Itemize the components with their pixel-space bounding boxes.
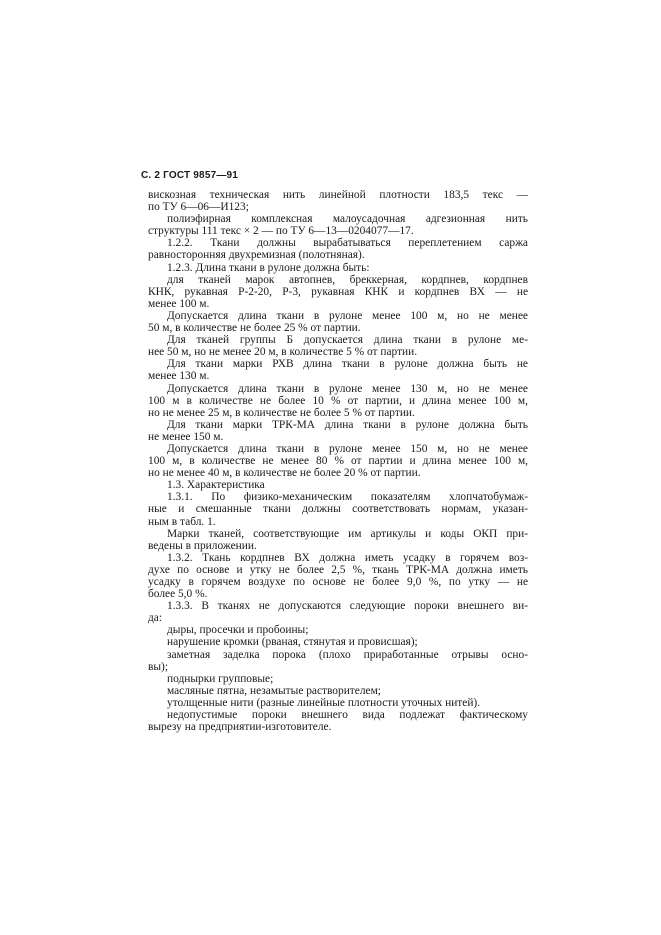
text-line: Для тканей группы Б допускается длина ткани в рулоне ме- xyxy=(167,334,528,347)
text-line: Допускается длина ткани в рулоне менее 130 м, но не менее xyxy=(167,382,528,395)
text-line: не менее 150 м. xyxy=(148,430,224,443)
text-line: поднырки групповые; xyxy=(167,672,274,685)
paragraph xyxy=(148,600,528,624)
paragraph xyxy=(148,685,528,697)
text-line: полиэфирная комплексная малоусадочная адгезионная нить xyxy=(167,213,528,226)
text-line: нее 50 м, но не менее 20 м, в количестве 5 % от партии. xyxy=(148,346,418,359)
text-line: масляные пятна, незамытые растворителем; xyxy=(167,684,381,697)
document-body xyxy=(148,189,528,733)
paragraph xyxy=(148,636,528,648)
text-line: структуры 111 текс × 2 — по ТУ 6—13—0204077—17. xyxy=(148,225,414,238)
text-line: ным в табл. 1. xyxy=(148,515,216,528)
paragraph xyxy=(148,189,528,213)
paragraph xyxy=(148,673,528,685)
text-line: 1.3.3. В тканях не допускаются следующие пороки внешнего ви- xyxy=(167,600,528,613)
text-line: вырезу на предприятии-изготовителе. xyxy=(148,721,332,734)
paragraph xyxy=(148,262,528,274)
text-line: да: xyxy=(148,612,163,625)
paragraph xyxy=(148,624,528,636)
paragraph xyxy=(148,237,528,261)
text-line: для тканей марок автопнев, бреккерная, кордпнев, кордпнев xyxy=(167,273,528,286)
text-line: 100 м, в количестве не менее 80 % от партии и длина менее 100 м, xyxy=(148,455,528,468)
paragraph xyxy=(148,334,528,358)
text-line: но не менее 40 м, в количестве не более 20 % от партии. xyxy=(148,467,421,480)
paragraph xyxy=(148,419,528,443)
text-line: Марки тканей, соответствующие им артикулы и коды ОКП при- xyxy=(167,527,528,540)
text-line: заметная заделка порока (плохо приработанные отрывы осно- xyxy=(167,648,528,661)
text-line: усадку в горячем воздухе по основе не более 9,0 %, по утку — не xyxy=(148,576,528,588)
text-line: менее 130 м. xyxy=(148,370,210,383)
text-line: равносторонняя двухремизная (полотняная). xyxy=(148,249,365,262)
paragraph xyxy=(148,274,528,310)
text-line: недопустимые пороки внешнего вида подлежат фактическому xyxy=(167,709,528,722)
paragraph xyxy=(148,649,528,673)
paragraph xyxy=(148,709,528,733)
text-line: духе по основе и утку не более 2,5 %, ткань ТРК-МА должна иметь xyxy=(148,563,528,576)
text-line: вы); xyxy=(148,660,168,673)
text-line: Допускается длина ткани в рулоне менее 150 м, но не менее xyxy=(167,442,528,455)
text-line: 1.3.2. Ткань кордпнев ВХ должна иметь усадку в горячем воз- xyxy=(167,551,528,564)
text-line: 1.3. Характеристика xyxy=(167,479,265,492)
text-line: 100 м в количестве не более 10 % от партии, и длина менее 100 м, xyxy=(148,394,528,407)
text-line: 1.2.2. Ткани должны вырабатываться переплетением саржа xyxy=(167,237,528,250)
text-line: 1.2.3. Длина ткани в рулоне должна быть: xyxy=(167,261,370,274)
text-line: нарушение кромки (рваная, стянутая и провисшая); xyxy=(167,636,418,649)
text-line: 1.3.1. По физико-механическим показателям хлопчатобумаж- xyxy=(167,491,528,504)
paragraph xyxy=(148,213,528,237)
text-line: 50 м, в количестве не более 25 % от партии. xyxy=(148,322,361,335)
paragraph xyxy=(148,383,528,419)
text-line: утолщенные нити (разные линейные плотности уточных нитей). xyxy=(167,696,481,709)
text-line: Для ткани марки РХВ длина ткани в рулоне должна быть не xyxy=(167,358,528,371)
text-line: по ТУ 6—06—И123; xyxy=(148,201,249,214)
text-line: КНК, рукавная Р-2-20, Р-3, рукавная КНК и кордпнев ВХ — не xyxy=(148,285,528,298)
paragraph xyxy=(148,552,528,600)
text-line: более 5,0 %. xyxy=(148,588,208,601)
page-header: С. 2 ГОСТ 9857—91 xyxy=(141,170,239,181)
paragraph xyxy=(148,697,528,709)
paragraph xyxy=(148,479,528,491)
paragraph xyxy=(148,443,528,479)
text-line: ные и смешанные ткани должны соответствовать нормам, указан- xyxy=(148,503,528,516)
paragraph xyxy=(148,491,528,527)
text-line: вискозная техническая нить линейной плотности 183,5 текс — xyxy=(148,189,528,201)
paragraph xyxy=(148,358,528,382)
text-line: менее 100 м. xyxy=(148,297,210,310)
text-line: Для ткани марки ТРК-МА длина ткани в рулоне должна быть xyxy=(167,418,528,431)
paragraph xyxy=(148,528,528,552)
text-line: но не менее 25 м, в количестве не более 5 % от партии. xyxy=(148,406,415,419)
paragraph xyxy=(148,310,528,334)
text-line: дыры, просечки и пробоины; xyxy=(167,624,309,637)
text-line: ведены в приложении. xyxy=(148,539,257,552)
text-line: Допускается длина ткани в рулоне менее 100 м, но не менее xyxy=(167,309,528,322)
